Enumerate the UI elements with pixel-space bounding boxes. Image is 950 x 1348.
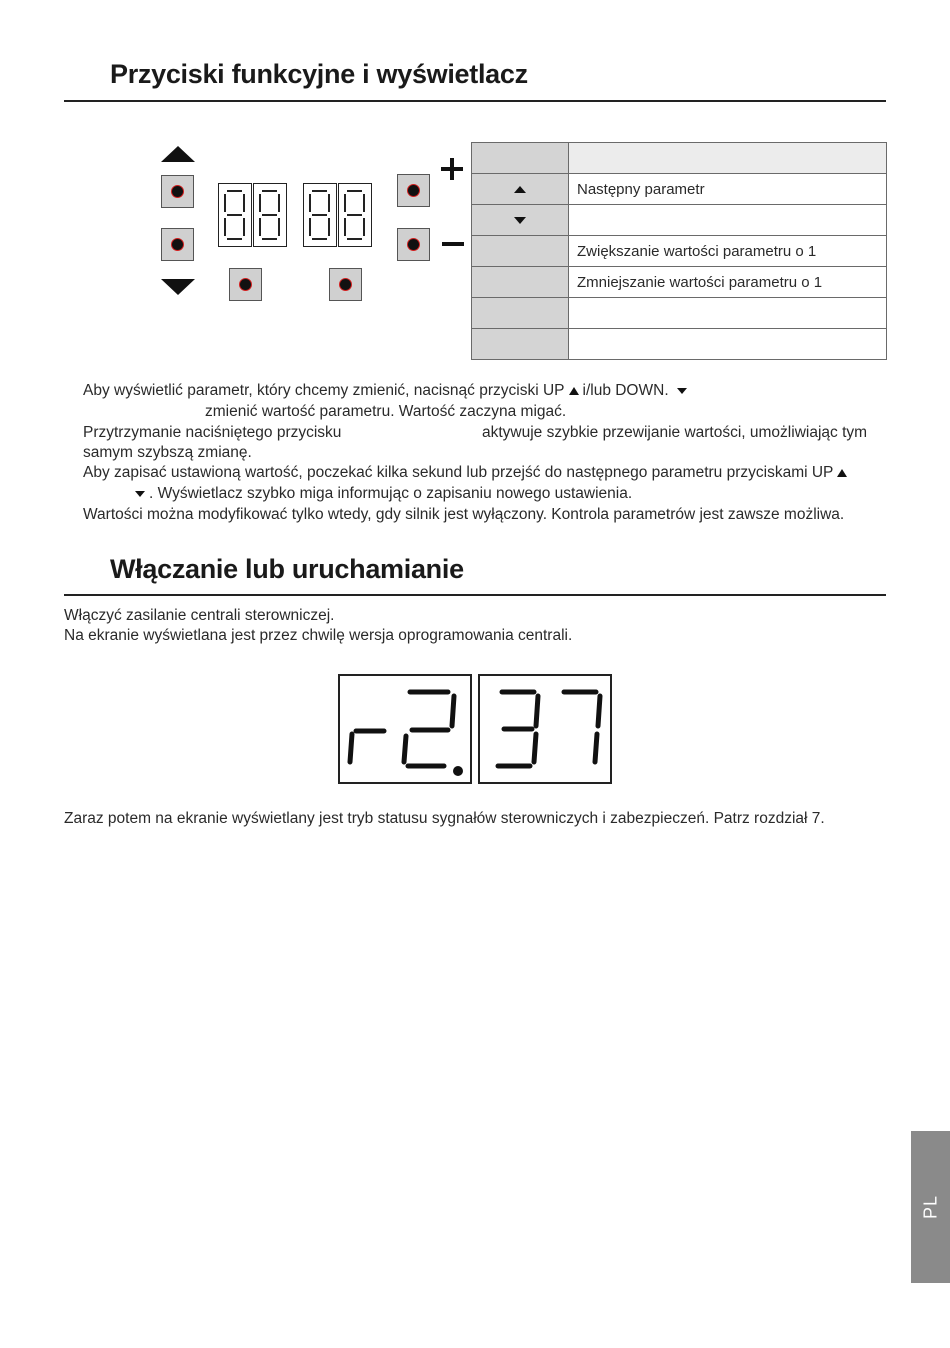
- table-key-cell: [472, 174, 569, 205]
- display-panel-left: [338, 674, 472, 784]
- power-on-line-1: Włączyć zasilanie centrali sterowniczej.: [64, 607, 335, 624]
- function-button-1[interactable]: [229, 268, 262, 301]
- down-arrow-icon: [161, 279, 195, 295]
- paragraph-text: Aby zapisać ustawioną wartość, poczekać kilka sekund lub przejść do następnego parametru przyciskami UP: [83, 464, 834, 481]
- paragraph-2-line-2: samym szybszą zmianę.: [83, 444, 252, 461]
- paragraph-text: . Wyświetlacz szybko miga informując o zapisaniu nowego ustawienia.: [149, 485, 633, 502]
- up-triangle-icon: [837, 469, 847, 477]
- table-row: [472, 174, 887, 205]
- plus-button[interactable]: [397, 174, 430, 207]
- minus-icon: [441, 240, 465, 248]
- paragraph-text: Aby wyświetlić parametr, który chcemy zmienić, nacisnąć przyciski UP: [83, 382, 565, 399]
- table-value-cell: [569, 143, 887, 174]
- title-rule: [64, 100, 886, 102]
- table-value-cell: Zmniejszanie wartości parametru o 1: [569, 267, 887, 298]
- display-panel-right: [478, 674, 612, 784]
- up-triangle-icon: [514, 186, 526, 193]
- section-title-buttons-display: Przyciski funkcyjne i wyświetlacz: [110, 59, 528, 89]
- table-key-cell: [472, 329, 569, 360]
- up-arrow-icon: [161, 146, 195, 162]
- power-on-line-2: Na ekranie wyświetlana jest przez chwilę wersja oprogramowania centrali.: [64, 627, 573, 644]
- section-title-power-on: Włączanie lub uruchamianie: [110, 554, 464, 584]
- table-row: [472, 236, 887, 267]
- table-row: [472, 267, 887, 298]
- table-value-cell: [569, 298, 887, 329]
- paragraph-2-line-1a: Przytrzymanie naciśniętego przycisku: [83, 424, 342, 441]
- paragraph-3-line-1: [83, 463, 851, 483]
- down-triangle-icon: [677, 388, 687, 394]
- paragraph-1-line-1: [83, 381, 691, 401]
- minus-button[interactable]: [397, 228, 430, 261]
- button-led-icon: [239, 278, 252, 291]
- button-function-table: [471, 142, 887, 360]
- table-row: [472, 329, 887, 360]
- up-button[interactable]: [161, 175, 194, 208]
- firmware-digits-37: [480, 676, 610, 782]
- firmware-digits-r2: [340, 676, 470, 782]
- power-on-line-3: Zaraz potem na ekranie wyświetlany jest tryb statusu sygnałów sterowniczych i zabezpieczeń. Patrz rozdział 7.: [64, 810, 825, 827]
- table-value-cell: [569, 329, 887, 360]
- button-led-icon: [407, 184, 420, 197]
- table-row: [472, 143, 887, 174]
- table-key-cell: [472, 143, 569, 174]
- paragraph-4: Wartości można modyfikować tylko wtedy, gdy silnik jest wyłączony. Kontrola parametrów jest zawsze możliwa.: [83, 506, 845, 523]
- display-digit: [253, 183, 287, 247]
- title-rule: [64, 594, 886, 596]
- table-key-cell: [472, 298, 569, 329]
- down-triangle-icon: [135, 491, 145, 497]
- button-led-icon: [407, 238, 420, 251]
- table-key-cell: [472, 236, 569, 267]
- table-row: [472, 298, 887, 329]
- button-led-icon: [171, 185, 184, 198]
- display-digit: [303, 183, 337, 247]
- button-led-icon: [171, 238, 184, 251]
- button-led-icon: [339, 278, 352, 291]
- paragraph-3-line-2: [131, 484, 632, 504]
- display-digit: [218, 183, 252, 247]
- plus-icon: [439, 156, 465, 182]
- paragraph-text: i/lub DOWN.: [582, 382, 669, 399]
- paragraph-1-line-2: zmienić wartość parametru. Wartość zaczyna migać.: [205, 403, 567, 420]
- table-key-cell: [472, 267, 569, 298]
- up-triangle-icon: [569, 387, 579, 395]
- table-value-cell: [569, 205, 887, 236]
- table-value-cell: Następny parametr: [569, 174, 887, 205]
- down-button[interactable]: [161, 228, 194, 261]
- display-digit: [338, 183, 372, 247]
- language-tab-label: PL: [920, 1194, 940, 1220]
- function-button-2[interactable]: [329, 268, 362, 301]
- paragraph-2-line-1b: aktywuje szybkie przewijanie wartości, umożliwiając tym: [482, 424, 868, 441]
- table-key-cell: [472, 205, 569, 236]
- table-row: [472, 205, 887, 236]
- down-triangle-icon: [514, 217, 526, 224]
- table-value-cell: Zwiększanie wartości parametru o 1: [569, 236, 887, 267]
- language-tab: [911, 1131, 950, 1283]
